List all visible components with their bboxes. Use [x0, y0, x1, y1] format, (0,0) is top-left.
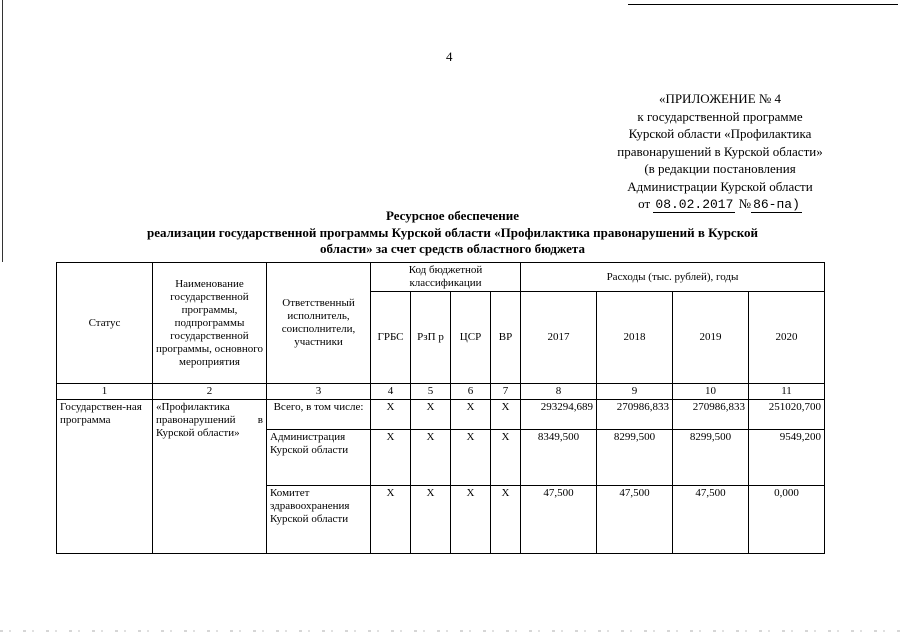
header-2020: 2020 [749, 292, 825, 384]
header-vr: ВР [491, 292, 521, 384]
appendix-line: Администрации Курской области [627, 178, 813, 194]
number-prefix: № [738, 196, 752, 211]
column-number: 11 [749, 384, 825, 400]
vr-cell: Х [491, 430, 521, 486]
csr-cell: Х [451, 400, 491, 430]
title-line: реализации государственной программы Курской области «Профилактика правонарушений в Курской [146, 224, 759, 240]
amount-2019-cell: 8299,500 [673, 430, 749, 486]
executor-cell: Администрация Курской области [267, 430, 371, 486]
column-number: 7 [491, 384, 521, 400]
program-name-cell: «Профилактика правонарушений в Курской области» [153, 400, 267, 554]
header-budget-code: Код бюджетной классификации [371, 263, 521, 292]
appendix-line: правонарушений в Курской области» [617, 143, 823, 159]
column-number: 10 [673, 384, 749, 400]
page-edge [2, 0, 3, 262]
header-expenses: Расходы (тыс. рублей), годы [521, 263, 825, 292]
amount-2017-cell: 47,500 [521, 486, 597, 554]
vr-cell: Х [491, 400, 521, 430]
header-2019: 2019 [673, 292, 749, 384]
scan-noise-strip [0, 630, 905, 632]
column-number: 2 [153, 384, 267, 400]
amount-2019-cell: 270986,833 [673, 400, 749, 430]
column-number-row [57, 384, 825, 400]
table-row [57, 400, 825, 430]
column-number: 4 [371, 384, 411, 400]
amount-2017-cell: 293294,689 [521, 400, 597, 430]
rzpr-cell: Х [411, 400, 451, 430]
appendix-line: (в редакции постановления [644, 161, 796, 176]
grbs-cell: Х [371, 486, 411, 554]
header-2017: 2017 [521, 292, 597, 384]
rzpr-cell: Х [411, 430, 451, 486]
date-prefix: от [638, 196, 651, 211]
appendix-line: Курской области «Профилактика [628, 126, 812, 141]
executor-cell: Комитет здравоохранения Курской области [267, 486, 371, 554]
header-status: Статус [57, 263, 153, 384]
amount-2018-cell: 270986,833 [597, 400, 673, 430]
header-grbs: ГРБС [371, 292, 411, 384]
amount-2017-cell: 8349,500 [521, 430, 597, 486]
column-number: 9 [597, 384, 673, 400]
amount-2018-cell: 8299,500 [597, 430, 673, 486]
amount-2019-cell: 47,500 [673, 486, 749, 554]
column-number: 1 [57, 384, 153, 400]
resource-table [56, 262, 825, 554]
title-line: Ресурсное обеспечение [385, 208, 520, 223]
header-2018: 2018 [597, 292, 673, 384]
csr-cell: Х [451, 486, 491, 554]
column-number: 5 [411, 384, 451, 400]
amount-2020-cell: 9549,200 [749, 430, 825, 486]
column-number: 8 [521, 384, 597, 400]
rzpr-cell: Х [411, 486, 451, 554]
vr-cell: Х [491, 486, 521, 554]
status-cell: Государствен-ная программа [57, 400, 153, 554]
appendix-line: к государственной программе [637, 108, 803, 124]
appendix-line: «ПРИЛОЖЕНИЕ № 4 [658, 91, 782, 106]
csr-cell: Х [451, 430, 491, 486]
appendix-header [560, 90, 880, 214]
amount-2020-cell: 251020,700 [749, 400, 825, 430]
decree-date: 08.02.2017 [655, 197, 734, 212]
title-line: области» за счет средств областного бюджета [320, 241, 585, 256]
amount-2020-cell: 0,000 [749, 486, 825, 554]
grbs-cell: Х [371, 430, 411, 486]
column-number: 6 [451, 384, 491, 400]
executor-cell: Всего, в том числе: [267, 400, 371, 430]
header-executor: Ответственный исполнитель, соисполнители, участники [267, 263, 371, 384]
page-number: 4 [446, 49, 453, 64]
amount-2018-cell: 47,500 [597, 486, 673, 554]
grbs-cell: Х [371, 400, 411, 430]
decree-number: 86-па) [753, 197, 800, 212]
header-rzpr: РзП р [411, 292, 451, 384]
document-title [80, 208, 825, 258]
header-name: Наименование государственной программы, подпрограммы государственной программы, основного мероприятия [153, 263, 267, 384]
top-rule [628, 4, 898, 5]
header-csr: ЦСР [451, 292, 491, 384]
column-number: 3 [267, 384, 371, 400]
